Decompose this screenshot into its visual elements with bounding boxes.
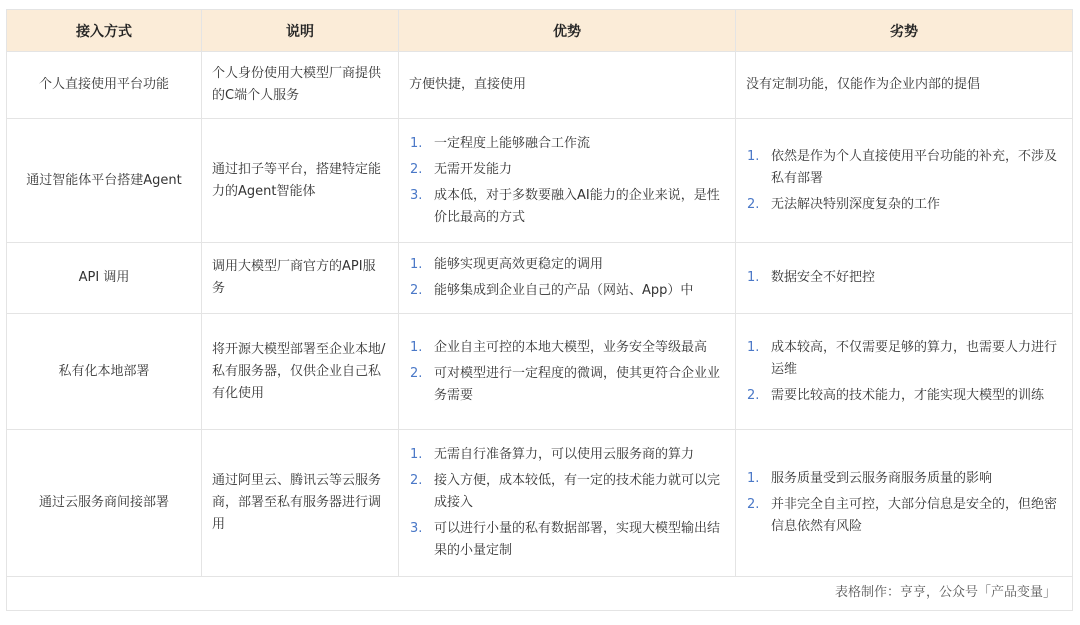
header-description: 说明: [202, 10, 399, 52]
list-item-text: 成本低，对于多数要融入AI能力的企业来说，是性价比最高的方式: [434, 187, 720, 225]
list-item-text: 能够实现更高效更稳定的调用: [434, 257, 604, 272]
list-item: [409, 185, 725, 229]
list-item-text: 无法解决特别深度复杂的工作: [771, 196, 941, 212]
list-item: [746, 194, 1062, 216]
list-item-text: 可以进行小量的私有数据部署，实现大模型输出结果的小量定制: [434, 521, 721, 558]
list-number: 3.: [410, 521, 423, 536]
list-number: 1.: [410, 339, 423, 355]
description-cell: 通过扣子等平台，搭建特定能力的Agent智能体: [202, 119, 399, 243]
list-item: [409, 470, 725, 514]
list-item: [746, 385, 1062, 407]
list-item-text: 接入方便，成本较低，有一定的技术能力就可以完成接入: [434, 473, 721, 510]
numbered-list: [746, 337, 1062, 407]
numbered-list: [409, 133, 725, 229]
advantage-text: 方便快捷，直接使用: [409, 77, 527, 92]
disadvantages-cell: [736, 430, 1073, 577]
comparison-table-wrapper: [6, 9, 1072, 611]
disadvantages-cell: [736, 314, 1073, 430]
disadvantages-cell: [736, 119, 1073, 243]
list-item: [746, 494, 1062, 538]
disadvantage-text: 没有定制功能，仅能作为企业内部的提倡: [746, 77, 981, 92]
method-cell: 通过云服务商间接部署: [7, 430, 202, 577]
numbered-list: [746, 468, 1062, 538]
table-row: [7, 243, 1073, 314]
list-number: 1.: [747, 270, 760, 285]
list-item-text: 无需开发能力: [434, 161, 513, 177]
description-cell: 通过阿里云、腾讯云等云服务商，部署至私有服务器进行调用: [202, 430, 399, 577]
numbered-list: [409, 444, 725, 562]
list-number: 2.: [747, 497, 760, 512]
list-number: 2.: [410, 161, 423, 177]
list-item-text: 一定程度上能够融合工作流: [434, 135, 591, 151]
method-cell: 个人直接使用平台功能: [7, 52, 202, 119]
header-row: [7, 10, 1073, 52]
list-item: [409, 159, 725, 181]
list-number: 1.: [410, 135, 423, 151]
list-number: 1.: [747, 471, 760, 486]
list-item-text: 成本较高，不仅需要足够的算力，也需要人力进行运维: [771, 339, 1058, 377]
description-cell: 个人身份使用大模型厂商提供的C端个人服务: [202, 52, 399, 119]
advantages-cell: [399, 243, 736, 314]
description-cell: 将开源大模型部署至企业本地/私有服务器，仅供企业自己私有化使用: [202, 314, 399, 430]
list-number: 2.: [747, 387, 760, 403]
comparison-table: [6, 9, 1073, 611]
header-advantages: 优势: [399, 10, 736, 52]
list-item: [409, 254, 725, 276]
list-item-text: 并非完全自主可控，大部分信息是安全的，但绝密信息依然有风险: [771, 497, 1058, 534]
advantages-cell: [399, 119, 736, 243]
list-item: [746, 146, 1062, 190]
list-number: 2.: [410, 365, 423, 381]
list-item-text: 无需自行准备算力，可以使用云服务商的算力: [434, 447, 695, 462]
method-cell: 私有化本地部署: [7, 314, 202, 430]
list-number: 2.: [410, 283, 423, 298]
list-item: [409, 133, 725, 155]
numbered-list: [409, 337, 725, 407]
disadvantage-text: 数据安全不好把控: [771, 270, 876, 285]
list-number: 1.: [410, 257, 423, 272]
list-item: [409, 337, 725, 359]
list-item: [746, 267, 1062, 289]
list-item-text: 可对模型进行一定程度的微调，使其更符合企业业务需要: [434, 365, 721, 403]
list-number: 1.: [410, 447, 423, 462]
list-item-text: 服务质量受到云服务商服务质量的影响: [771, 471, 993, 486]
list-item-text: 企业自主可控的本地大模型，业务安全等级最高: [434, 339, 708, 355]
table-row: [7, 314, 1073, 430]
header-disadvantages: 劣势: [736, 10, 1073, 52]
description-cell: 调用大模型厂商官方的API服务: [202, 243, 399, 314]
footer-row: [7, 577, 1073, 611]
list-number: 3.: [410, 187, 423, 203]
disadvantages-cell: [736, 52, 1073, 119]
advantages-cell: [399, 430, 736, 577]
list-number: 2.: [747, 196, 760, 212]
numbered-list: [746, 146, 1062, 216]
list-number: 2.: [410, 473, 423, 488]
numbered-list: [409, 254, 725, 302]
advantages-cell: [399, 314, 736, 430]
table-row: [7, 52, 1073, 119]
method-cell: API 调用: [7, 243, 202, 314]
list-item: [409, 444, 725, 466]
list-item-text: 依然是作为个人直接使用平台功能的补充，不涉及私有部署: [771, 148, 1058, 186]
header-method: 接入方式: [7, 10, 202, 52]
disadvantages-cell: [736, 243, 1073, 314]
list-item: [746, 468, 1062, 490]
method-cell: 通过智能体平台搭建Agent: [7, 119, 202, 243]
advantages-cell: [399, 52, 736, 119]
list-item-text: 能够集成到企业自己的产品（网站、App）中: [434, 283, 694, 298]
table-row: [7, 430, 1073, 577]
list-item: [409, 363, 725, 407]
list-item: [409, 518, 725, 562]
table-credit: 表格制作：亨亨，公众号「产品变量」: [7, 577, 1073, 611]
list-number: 1.: [747, 339, 760, 355]
list-item: [746, 337, 1062, 381]
table-row: [7, 119, 1073, 243]
list-item: [409, 280, 725, 302]
list-item-text: 需要比较高的技术能力，才能实现大模型的训练: [771, 387, 1045, 403]
numbered-list: [746, 267, 1062, 289]
list-number: 1.: [747, 148, 760, 164]
